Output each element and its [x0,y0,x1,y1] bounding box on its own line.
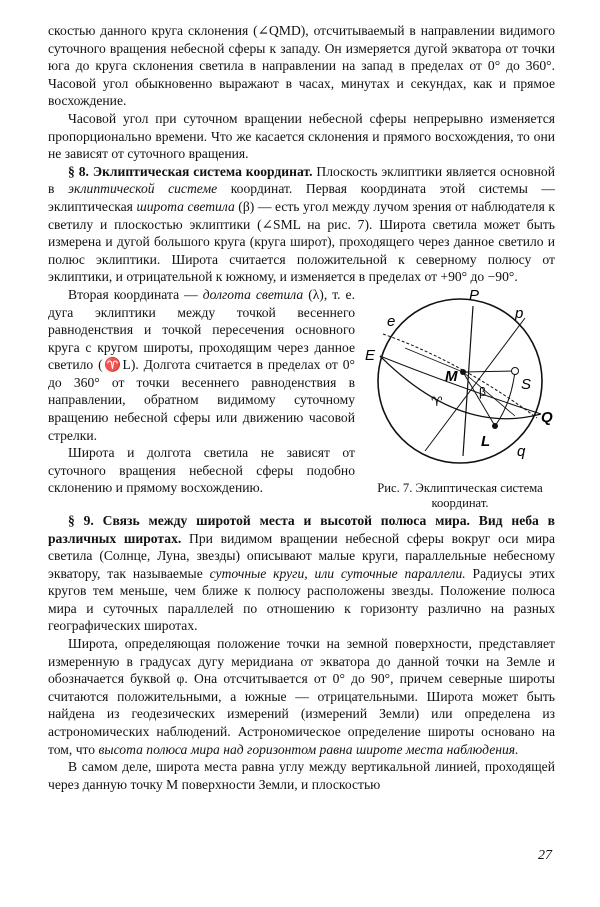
term-ecliptic-system: эклиптической системе [67,181,218,197]
longitude-text-b: (λ), т. е. дуга эклиптики между точкой весеннего равноденствия и точкой пересечения основного круга с кругом широты, проходящим через данное светило (♈L). Долгота считается в пределах от 0° до 360° от точки весеннего равноденствия в направлении, обратном видимому суточному вращению небесной сферы или движению часовой стрелки. [48,286,355,443]
point-m [460,369,466,375]
latitude-text: Широта, определяющая положение точки на земной поверхности, представляет измеренную в градусах дугу меридиана от экватора до данной точки на Земле и обозначается буквой φ. Она отсчитывается от 0° до 90°, причем северные широты считаются положительными, а южные — отрицательными. Широта может быть найдена из геодезических измерений (измерений Земли) или определена из астрономических наблюдений. Астрономическое определение широты основано на том, что [48,636,555,757]
text-column [48,22,555,793]
ecliptic-diagram [365,286,555,476]
latitude-circle-arc [495,371,515,426]
term-pole-altitude: высота полюса мира над горизонтом равна широте места наблюдения. [98,741,519,757]
ecliptic-arc [380,356,541,414]
label-L: L [481,432,491,450]
radius-line-2 [463,372,515,416]
paragraph-proof: В самом деле, широта места равна углу между вертикальной линией, проходящей через данную точку M поверхности Земли, и плоскостью [48,759,555,792]
label-E: E [365,346,376,364]
label-M: M [445,367,458,385]
section-8-heading: § 8. Эклиптическая система координат. [68,163,313,179]
figure-7 [365,286,555,510]
section-9-text-a: При видимом вращении небесной сферы вокруг оси мира светила (Солнце, Луна, звезды) описывают малые круги, параллельные небесному экватору, так называемые [48,530,555,581]
section-9-text-b: Радиусы этих кругов тем меньше, чем ближе к полюсу расположены звезды. Положение полюса мира и суточных параллелей по отношению к горизонту различно на разных географических широтах. [48,565,556,634]
celestial-sphere-outline [378,299,542,463]
sight-line [463,371,515,372]
figure-caption: Рис. 7. Эклиптическая система координат. [377,480,543,510]
section-8-text-c: (β) — есть угол между лучом зрения от наблюдателя к светилу и плоскостью эклиптики (∠SML на рис. 7). Широта светила может быть измерена и дугой большого круга (круга широт), проходящего через данное светило и полюс эклиптики. Широта считается положительной к северному полюсу от эклиптики, и отрицательной к южному, и изменяется в пределах от +90° до −90°. [48,198,555,285]
label-P: P [469,286,480,304]
section-8-text-a: Плоскость эклиптики является основной в [48,163,555,197]
label-gamma: ♈ [431,393,443,409]
term-diurnal-circles: суточные круги, или суточные параллели. [209,565,466,581]
label-p: p [515,304,524,322]
term-latitude: широта светила [136,198,235,214]
paragraph-hour-angle-time: Часовой угол при суточном вращении небесной сферы непрерывно изменяется пропорционально времени. Что же касается склонения и прямого восхождения, то они не зависят от суточного вращения. [48,110,555,162]
paragraph-latitude [48,635,555,758]
label-q: q [517,442,526,460]
projection-line [463,372,495,426]
label-e: e [387,312,396,330]
longitude-text-a: Вторая координата — [68,286,203,302]
paragraph-independence: Широта и долгота светила не зависят от суточного вращения небесной сферы подобно склонению и прямому восхождению. [48,445,355,496]
label-beta: β [479,384,486,399]
point-l [492,423,498,429]
section-8 [48,163,555,286]
term-longitude: долгота светила [202,286,304,302]
paragraph-hour-angle-cont: скостью данного круга склонения (∠QMD), отсчитываемый в направлении видимого суточного вращения небесной сферы к западу. Он измеряется дугой экватора от точки юга до круга склонения светила в направлении на запад в пределах от 0° до 360°. Часовой угол обыкновенно выражают в часах, минутах и секундах, как и прямое восхождение. [48,23,555,109]
section-9-heading: § 9. Связь между широтой места и высотой полюса мира. Вид неба в различных широтах. [48,512,555,546]
section-9 [48,512,555,635]
section-8-text-b: координат. Первая координата этой системы — эклиптическая [48,181,555,214]
page-number: 27 [538,848,552,864]
ecliptic-axis [425,318,525,451]
star-s [512,367,519,374]
label-S: S [521,375,532,393]
label-Q: Q [541,408,553,426]
